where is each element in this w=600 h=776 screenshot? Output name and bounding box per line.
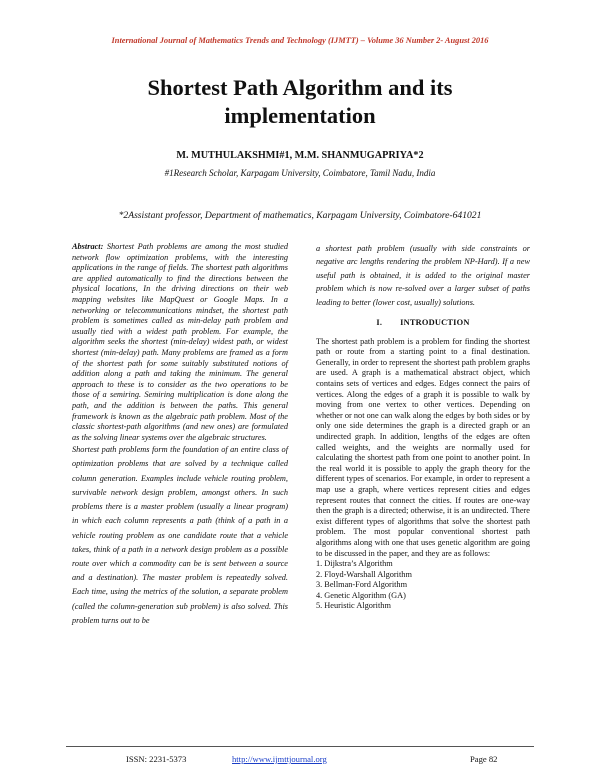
title-line-1: Shortest Path Algorithm and its — [147, 75, 453, 100]
list-item: 1. Dijkstra’s Algorithm — [316, 559, 393, 569]
authors: M. MUTHULAKSHMI#1, M.M. SHANMUGAPRIYA*2 — [176, 150, 424, 161]
affiliation-1: #1Research Scholar, Karpagam University, Coimbatore, Tamil Nadu, India — [164, 168, 436, 178]
section-heading-introduction — [316, 318, 530, 329]
abstract-paragraph — [72, 242, 288, 443]
introduction-paragraph: The shortest path problem is a problem for finding the shortest path or route from a starting point to a final destination. Generally, in order to represent the shortest path problem graphs are used. A graph is a mathematical abstract object, which contains sets of vertices and edges. Edges connect the pairs of vertices. Along the edges of a graph it is possible to walk by moving from one vertex to other vertices. Depending on whether or not one can walk along the edges by both sides or by only one side determines the graph is a directed graph or an undirected graph. In addition, lengths of the edges are often called weights, and the weights are normally used for calculating the shortest path from one point to another point. In the real world it is possible to apply the graph theory for the different types of scenarios. For example, in order to represent a map use a graph, where vertices represent cities and edges represent routes that connect the cities. If routes are one-way then the graph is a directed; otherwise, it is an undirected. There exist different types of algorithms that solve the shortest path problem. The most popular conventional shortest path algorithms along with one that uses genetic algorithm are going to be discussed in the paper, and they are as follows: — [316, 336, 530, 558]
abstract-label: Abstract: — [72, 242, 104, 251]
footer-journal-link[interactable]: http://www.ijmttjournal.org — [232, 754, 327, 764]
list-item: 4. Genetic Algorithm (GA) — [316, 590, 406, 600]
abstract-text: Shortest Path problems are among the most studied network flow optimization problems, with the interesting applications in the range of fields. The shortest path algorithms are applied automatically to find the directions between the physical locations, In the driving directions on their web mapping websites like MapQuest or Google Maps. In a networking or telecommunications mindset, the shortest path problem is sometimes called as min-delay path problem and usually tied with a widest path problem. For example, the algorithm seeks the shortest (min-delay) widest path, or widest shortest (min-delay) path. Many problems are framed as a form of the shortest path for some suitably substituted notions of addition along a path and taking the minimum. The general approach to these is to consider as the two operations to be those of a semiring. Semiring multiplication is done along the path, and the addition is between the paths. This general framework is known as the algebraic path problem. Most of the classic shortest-path algorithms (and new ones) are formulated as the solving linear systems over the algebraic structures. — [72, 242, 288, 442]
right-column — [316, 242, 530, 612]
left-paragraph-2: Shortest path problems form the foundation of an entire class of optimization problems that are solved by a technique called column generation. Examples include vehicle routing problem, survivable network design problem, amongst others. In such problems there is a master problem (usually a linear program) in which each column represents a path (think of a path in a vehicle routing problem as one candidate route that a vehicle takes, think of a path in a network design problem as a possible route over which a commodity can be is sent between a source and a destination). The master problem is repeatedly solved. Each time, using the metrics of the solution, a separate problem (called the column-generation sub problem) is also solved. This problem turns out to be — [72, 445, 288, 625]
right-paragraph-1: a shortest path problem (usually with side constraints or negative arc lengths rendering the problem NP-Hard). If a new useful path is obtained, it is added to the original master problem which is now re-solved over a larger subset of paths leading to better (lower cost, usually) solutions. — [316, 244, 530, 307]
list-item: 2. Floyd-Warshall Algorithm — [316, 569, 412, 579]
footer-divider — [66, 746, 534, 747]
list-item: 3. Bellman-Ford Algorithm — [316, 580, 408, 590]
section-title: INTRODUCTION — [400, 318, 470, 328]
journal-header: International Journal of Mathematics Trends and Technology (IJMTT) – Volume 36 Number 2- August 2016 — [111, 36, 489, 45]
footer-page-number: Page 82 — [470, 754, 498, 764]
paper-title — [60, 74, 540, 130]
section-number: I. — [376, 318, 383, 328]
title-line-2: implementation — [224, 103, 376, 128]
footer-issn: ISSN: 2231-5373 — [126, 754, 187, 764]
algorithm-list — [316, 559, 530, 612]
affiliation-2: *2Assistant professor, Department of mathematics, Karpagam University, Coimbatore-641021 — [118, 210, 482, 221]
left-column — [72, 242, 288, 628]
list-item: 5. Heuristic Algorithm — [316, 601, 391, 611]
